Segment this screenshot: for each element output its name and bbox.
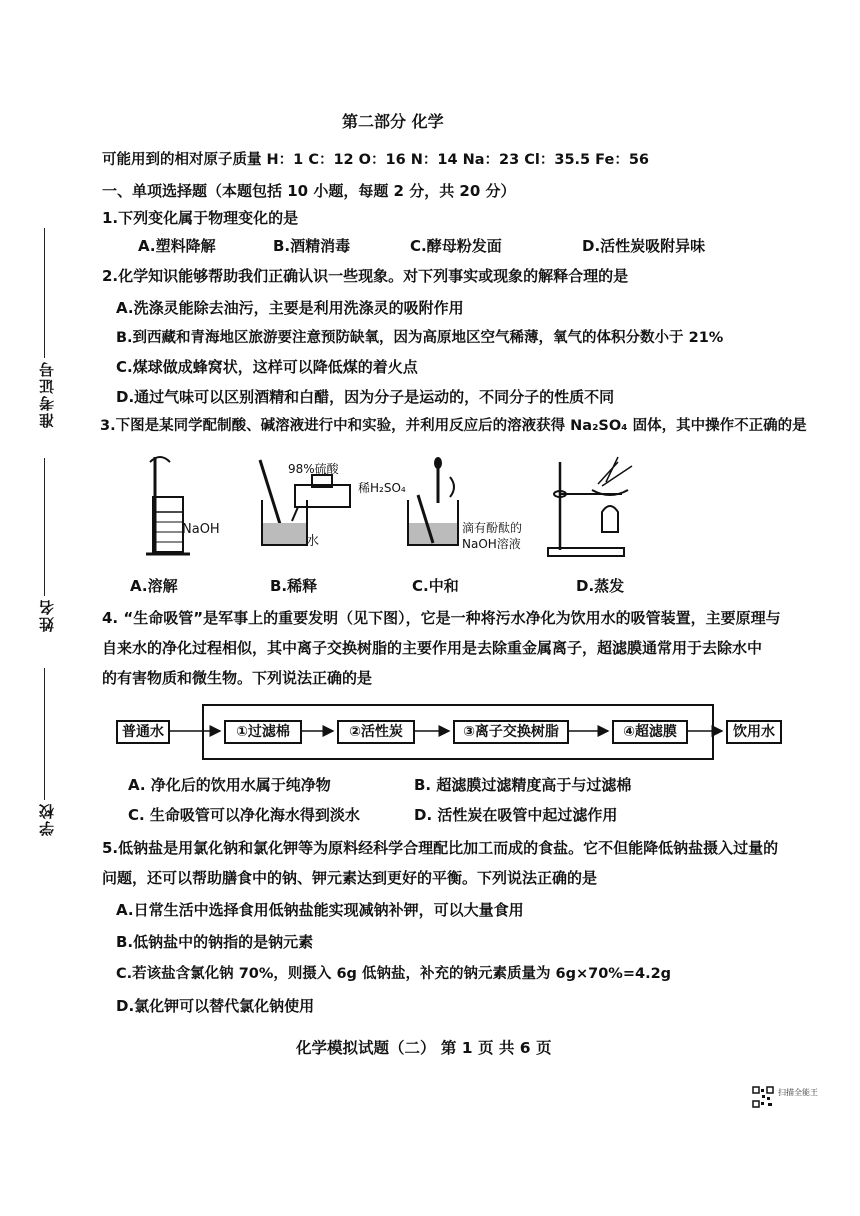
q3-option-b: B.稀释 xyxy=(270,577,318,595)
sidebar-name-label: 姓名 xyxy=(38,598,56,632)
q3-water-label: 水 xyxy=(306,534,320,549)
section-title: 第二部分 化学 xyxy=(342,112,444,131)
q5-stem-line-2: 问题，还可以帮助膳食中的钠、钾元素达到更好的平衡。下列说法正确的是 xyxy=(102,869,598,887)
q4-option-b: B. 超滤膜过滤精度高于与过滤棉 xyxy=(414,776,632,794)
q1-stem: 1.下列变化属于物理变化的是 xyxy=(102,209,299,227)
q3-acid-label: 98%硫酸 xyxy=(288,462,339,476)
qr-code-icon xyxy=(752,1086,774,1108)
q4-option-d: D. 活性炭在吸管中起过滤作用 xyxy=(414,806,618,824)
q4-stem-line-2: 自来水的净化过程相似，其中离子交换树脂的主要作用是去除重金属离子，超滤膜通常用于去除水中 xyxy=(102,639,763,657)
scanner-watermark: 扫描全能王 xyxy=(778,1088,818,1097)
part-one-heading: 一、单项选择题（本题包括 10 小题，每题 2 分，共 20 分） xyxy=(102,182,516,200)
q3-option-c: C.中和 xyxy=(412,577,459,595)
q2-option-d: D.通过气味可以区别酒精和白醋，因为分子是运动的，不同分子的性质不同 xyxy=(116,388,615,406)
q4-option-a: A. 净化后的饮用水属于纯净物 xyxy=(128,776,331,794)
sidebar-school-label: 学校 xyxy=(38,802,56,836)
q3-indicator-label-2: NaOH溶液 xyxy=(462,537,521,551)
page-footer: 化学模拟试题（二） 第 1 页 共 6 页 xyxy=(296,1039,552,1057)
q1-option-c: C.酵母粉发面 xyxy=(410,237,502,255)
sidebar-exam-id-label: 准考证号 xyxy=(38,360,56,428)
q3-option-d: D.蒸发 xyxy=(576,577,625,595)
q2-option-b: B.到西藏和青海地区旅游要注意预防缺氧，因为高原地区空气稀薄，氧气的体积分数小于 21% xyxy=(116,330,724,346)
q4-flow-input-water: 普通水 xyxy=(116,720,170,744)
q3-option-a: A.溶解 xyxy=(130,577,178,595)
q4-option-c: C. 生命吸管可以净化海水得到淡水 xyxy=(128,806,360,824)
q1-option-a: A.塑料降解 xyxy=(138,237,216,255)
q5-stem-line-1: 5.低钠盐是用氯化钠和氯化钾等为原料经科学合理配比加工而成的食盐。它不但能降低钠盐摄入过量的 xyxy=(102,839,779,857)
q5-option-b: B.低钠盐中的钠指的是钠元素 xyxy=(116,933,314,951)
q1-option-d: D.活性炭吸附异味 xyxy=(582,237,706,255)
q4-flow-filter-cotton: ①过滤棉 xyxy=(224,720,302,744)
q4-flow-activated-carbon: ②活性炭 xyxy=(337,720,415,744)
q3-stem: 3.下图是某同学配制酸、碱溶液进行中和实验，并利用反应后的溶液获得 Na₂SO₄ 固体，其中操作不正确的是 xyxy=(100,418,807,434)
q1-option-b: B.酒精消毒 xyxy=(273,237,351,255)
q4-stem-line-3: 的有害物质和微生物。下列说法正确的是 xyxy=(102,669,373,687)
q5-option-d: D.氯化钾可以替代氯化钠使用 xyxy=(116,997,315,1015)
q4-stem-line-1: 4. “生命吸管”是军事上的重要发明（见下图），它是一种将污水净化为饮用水的吸管装置，主要原理与 xyxy=(102,609,781,627)
q4-flow-output-water: 饮用水 xyxy=(726,720,782,744)
q5-option-a: A.日常生活中选择食用低钠盐能实现减钠补钾，可以大量食用 xyxy=(116,901,524,919)
q4-flow-ultrafiltration: ④超滤膜 xyxy=(612,720,688,744)
q2-option-a: A.洗涤灵能除去油污，主要是利用洗涤灵的吸附作用 xyxy=(116,299,464,317)
q3-naoh-label: NaOH xyxy=(182,522,220,537)
q2-stem: 2.化学知识能够帮助我们正确认识一些现象。对下列事实或现象的解释合理的是 xyxy=(102,267,629,285)
q4-flow-ion-exchange: ③离子交换树脂 xyxy=(453,720,569,744)
q3-dilute-acid-label: 稀H₂SO₄ xyxy=(358,481,406,495)
q5-option-c: C.若该盐含氯化钠 70%，则摄入 6g 低钠盐，补充的钠元素质量为 6g×70%=4.2g xyxy=(116,966,672,982)
atomic-masses: 可能用到的相对原子质量 H：1 C：12 O：16 N：14 Na：23 Cl：35.5 Fe：56 xyxy=(102,152,650,168)
q3-indicator-label-1: 滴有酚酞的 xyxy=(462,521,523,535)
q2-option-c: C.煤球做成蜂窝状，这样可以降低煤的着火点 xyxy=(116,358,418,376)
